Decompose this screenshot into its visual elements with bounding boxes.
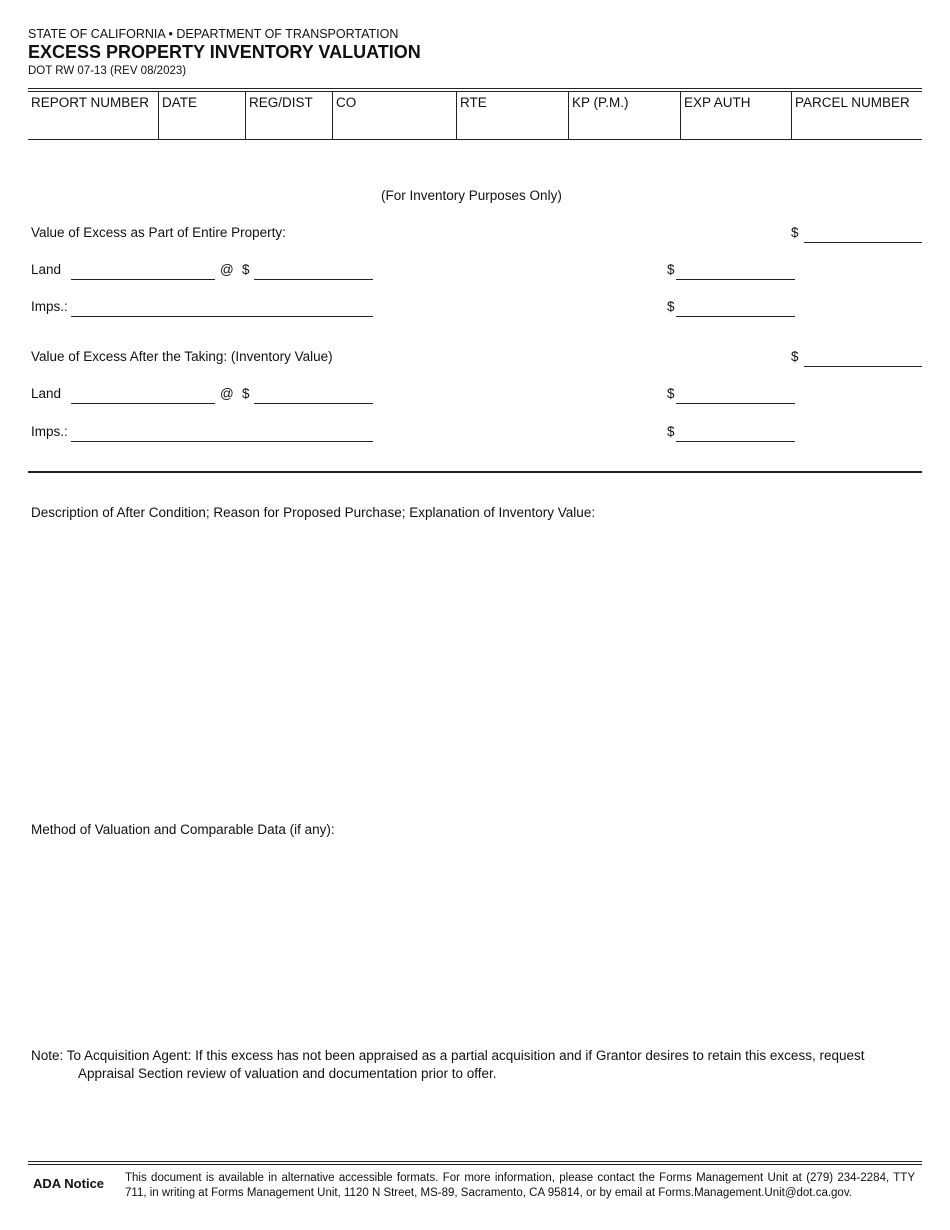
dollar-sign: $ [791, 349, 799, 364]
at-label: @ [220, 262, 234, 277]
land-label: Land [31, 386, 62, 401]
ada-notice-text: This document is available in alternative accessible formats. For more information, please contact the Forms Management Unit at (279) 234-2284, TTY 711, in writing at Forms Management Unit, 1120 N Street, MS-89, Sacramento, CA 95814, or by email at Forms.Management.Unit@dot.ca.gov. [125, 1172, 915, 1199]
section-divider [28, 471, 922, 473]
inventory-note: (For Inventory Purposes Only) [381, 188, 562, 203]
column-label: REG/DIST [249, 95, 313, 110]
footer-rule [28, 1164, 922, 1165]
column-label: KP (P.M.) [572, 95, 629, 110]
land-label: Land [31, 262, 62, 277]
column-label: RTE [460, 95, 487, 110]
cell-kp[interactable] [569, 92, 681, 139]
description-label: Description of After Condition; Reason for Proposed Purchase; Explanation of Inventory Value: [31, 505, 596, 520]
column-label: REPORT NUMBER [31, 95, 150, 110]
land-rate-field[interactable] [254, 403, 373, 404]
section1-title: Value of Excess as Part of Entire Property: [31, 225, 286, 240]
cell-parcel-number[interactable] [792, 92, 922, 139]
dollar-sign: $ [667, 424, 675, 439]
cell-co[interactable] [333, 92, 457, 139]
acquisition-note [31, 1047, 921, 1083]
imps-description-field[interactable] [71, 441, 373, 442]
dollar-sign: $ [667, 386, 675, 401]
column-label: CO [336, 95, 357, 110]
section2-title: Value of Excess After the Taking: (Inventory Value) [31, 349, 333, 364]
dollar-sign: $ [791, 225, 799, 240]
imps-description-field[interactable] [71, 316, 373, 317]
method-area[interactable] [31, 845, 919, 1035]
agency-line: STATE OF CALIFORNIA • DEPARTMENT OF TRANSPORTATION [28, 27, 399, 41]
header-table [28, 92, 922, 140]
cell-report-number[interactable] [28, 92, 159, 139]
column-label: EXP AUTH [684, 95, 751, 110]
dollar-sign: $ [667, 262, 675, 277]
imps-label: Imps.: [31, 424, 68, 439]
land-quantity-field[interactable] [71, 279, 215, 280]
cell-rte[interactable] [457, 92, 569, 139]
at-label: @ [220, 386, 234, 401]
column-label: DATE [162, 95, 198, 110]
dollar-sign: $ [242, 386, 250, 401]
cell-exp-auth[interactable] [681, 92, 792, 139]
note-line-1: Note: To Acquisition Agent: If this excess has not been appraised as a partial acquisition and if Grantor desires to retain this excess, request [31, 1048, 865, 1063]
header-rule [28, 88, 922, 89]
note-line-2: Appraisal Section review of valuation and documentation prior to offer. [78, 1066, 497, 1081]
description-area[interactable] [31, 528, 919, 808]
cell-reg-dist[interactable] [246, 92, 333, 139]
column-label: PARCEL NUMBER [795, 95, 910, 110]
imps-amount-field[interactable] [676, 441, 795, 442]
imps-amount-field[interactable] [676, 316, 795, 317]
dollar-sign: $ [242, 262, 250, 277]
land-rate-field[interactable] [254, 279, 373, 280]
form-title: EXCESS PROPERTY INVENTORY VALUATION [28, 42, 421, 62]
land-amount-field[interactable] [676, 403, 795, 404]
footer-rule [28, 1161, 922, 1162]
dollar-sign: $ [667, 299, 675, 314]
cell-date[interactable] [159, 92, 246, 139]
section1-total-field[interactable] [804, 242, 922, 243]
method-label: Method of Valuation and Comparable Data (if any): [31, 822, 335, 837]
land-quantity-field[interactable] [71, 403, 215, 404]
land-amount-field[interactable] [676, 279, 795, 280]
section2-total-field[interactable] [804, 366, 922, 367]
imps-label: Imps.: [31, 299, 68, 314]
form-code: DOT RW 07-13 (REV 08/2023) [28, 65, 187, 77]
ada-notice-label: ADA Notice [33, 1176, 105, 1191]
